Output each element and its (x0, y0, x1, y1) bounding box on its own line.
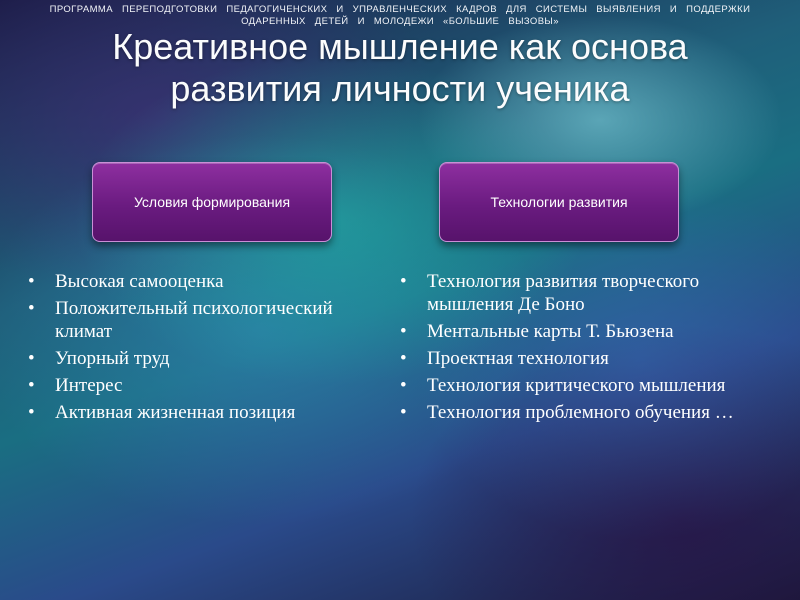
title-line-1: Креативное мышление как основа (112, 26, 688, 67)
bullet-icon: • (400, 375, 407, 396)
list-item (28, 270, 388, 293)
conditions-heading: Условия формирования (133, 194, 291, 210)
technologies-box (439, 162, 679, 242)
list-item-text: Технология проблемного обучения … (427, 402, 734, 423)
bullet-icon: • (28, 402, 35, 423)
bullet-icon: • (28, 298, 35, 319)
bullet-icon: • (400, 348, 407, 369)
bullet-icon: • (400, 402, 407, 423)
list-item (400, 270, 780, 316)
list-item (28, 297, 388, 343)
program-header: ПРОГРАММА ПЕРЕПОДГОТОВКИ ПЕДАГОГИЧЕНСКИХ И УПРАВЛЕНЧЕСКИХ КАДРОВ ДЛЯ СИСТЕМЫ ВЫЯВЛЕНИЯ И ПОДДЕРЖКИ ОДАРЕННЫХ ДЕТЕЙ И МОЛОДЕЖИ «БОЛЬШИЕ ВЫЗОВЫ» (49, 4, 751, 27)
list-item (400, 347, 780, 370)
bullet-icon: • (400, 321, 407, 342)
title-line-2: развития личности ученика (170, 68, 630, 109)
list-item-text: Высокая самооценка (55, 271, 224, 292)
list-item-text: Ментальные карты Т. Бьюзена (427, 321, 674, 342)
list-item-text: Технология развития творческого мышления Де Боно (427, 271, 700, 315)
list-item-text: Интерес (55, 375, 123, 396)
bullet-icon: • (28, 348, 35, 369)
list-item (400, 401, 780, 424)
list-item (400, 374, 780, 397)
conditions-list (28, 270, 388, 428)
conditions-box (92, 162, 332, 242)
technologies-list (400, 270, 780, 428)
slide-title (0, 26, 800, 110)
bullet-icon: • (28, 271, 35, 292)
list-item-text: Положительный психологический климат (55, 298, 333, 342)
list-item (28, 347, 388, 370)
technologies-heading: Технологии развития (490, 194, 628, 210)
list-item-text: Технология критического мышления (427, 375, 726, 396)
bullet-icon: • (400, 271, 407, 292)
list-item (28, 401, 388, 424)
list-item-text: Активная жизненная позиция (55, 402, 296, 423)
list-item-text: Упорный труд (55, 348, 170, 369)
bullet-icon: • (28, 375, 35, 396)
list-item (28, 374, 388, 397)
list-item (400, 320, 780, 343)
list-item-text: Проектная технология (427, 348, 609, 369)
